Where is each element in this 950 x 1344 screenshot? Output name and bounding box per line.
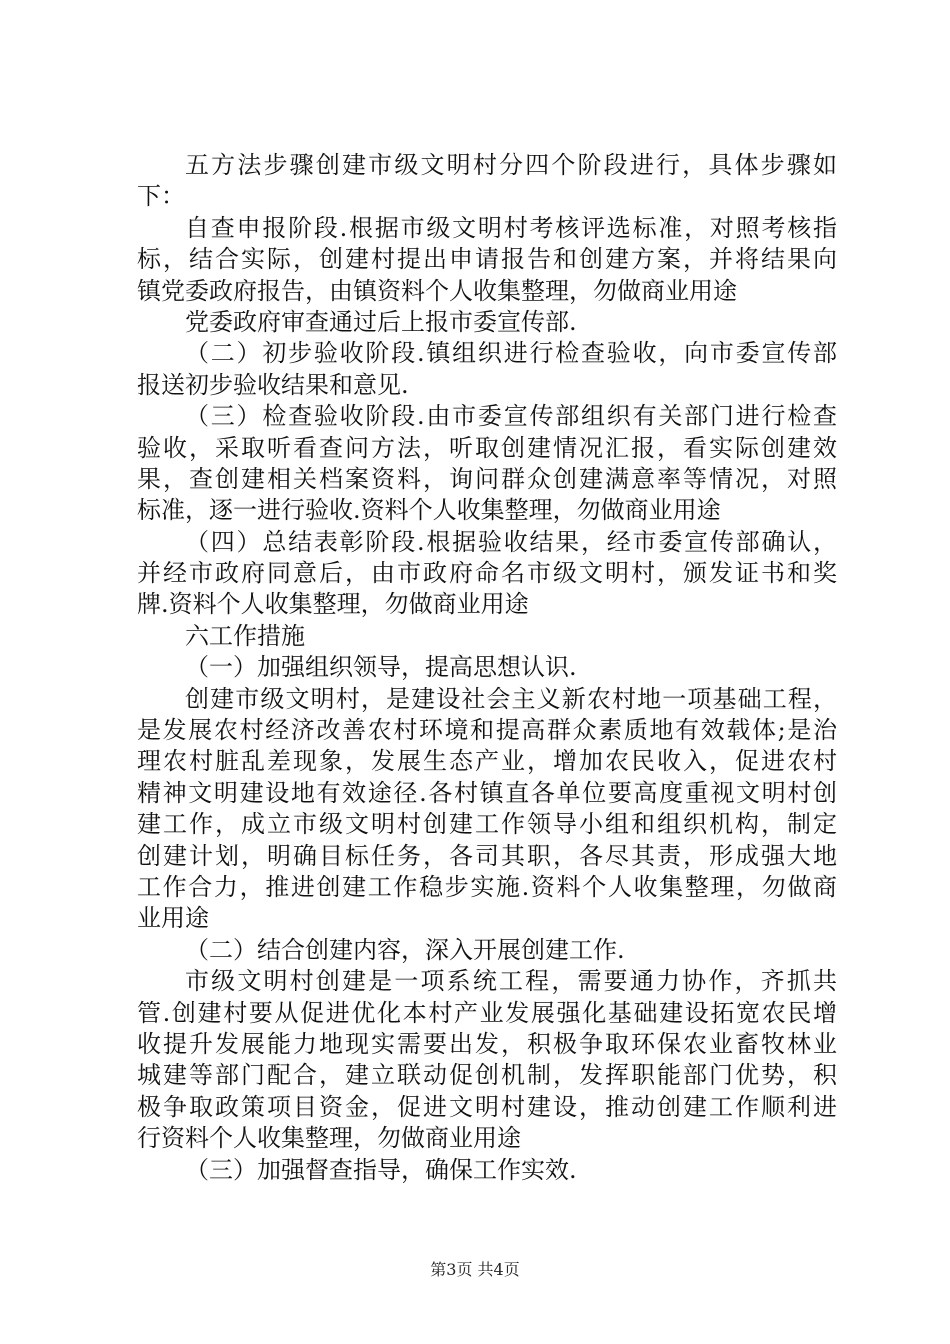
text-line: 建工作，成立市级文明村创建工作领导小组和组织机构，制定 — [137, 810, 837, 839]
text-line: （二）初步验收阶段.镇组织进行检查验收，向市委宣传部 — [185, 339, 837, 368]
text-line: 党委政府审查通过后上报市委宣传部. — [185, 307, 577, 336]
section-heading: 六工作措施 — [185, 621, 305, 650]
text-line: 创建市级文明村，是建设社会主义新农村地一项基础工程， — [185, 684, 837, 713]
text-line: 精神文明建设地有效途径.各村镇直各单位要高度重视文明村创 — [137, 778, 837, 807]
text-line: 并经市政府同意后，由市政府命名市级文明村，颁发证书和奖 — [137, 559, 837, 588]
text-line: 标准，逐一进行验收.资料个人收集整理，勿做商业用途 — [137, 496, 721, 525]
text-line: 果，查创建相关档案资料，询问群众创建满意率等情况，对照 — [137, 464, 837, 493]
text-line: 极争取政策项目资金，促进文明村建设，推动创建工作顺利进 — [137, 1092, 837, 1121]
text-line: 创建计划，明确目标任务，各司其职，各尽其责，形成强大地 — [137, 841, 837, 870]
text-line: 行资料个人收集整理，勿做商业用途 — [137, 1124, 521, 1153]
subsection-heading: （一）加强组织领导，提高思想认识. — [185, 653, 577, 682]
text-line: 镇党委政府报告，由镇资料个人收集整理，勿做商业用途 — [137, 276, 737, 305]
text-line: 业用途 — [137, 904, 209, 933]
subsection-heading: （二）结合创建内容，深入开展创建工作. — [185, 935, 625, 964]
text-line: 理农村脏乱差现象，发展生态产业，增加农民收入，促进农村 — [137, 747, 837, 776]
text-line: 验收，采取听看查问方法，听取创建情况汇报，看实际创建效 — [137, 433, 837, 462]
text-line: 报送初步验收结果和意见. — [137, 370, 409, 399]
text-line: 自查申报阶段.根据市级文明村考核评选标准，对照考核指 — [185, 213, 837, 242]
text-line: 城建等部门配合，建立联动促创机制，发挥职能部门优势，积 — [137, 1061, 837, 1090]
text-line: 工作合力，推进创建工作稳步实施.资料个人收集整理，勿做商 — [137, 872, 837, 901]
text-line: 是发展农村经济改善农村环境和提高群众素质地有效载体;是治 — [137, 716, 837, 745]
text-line: 下： — [137, 182, 185, 211]
text-line: 收提升发展能力地现实需要出发，积极争取环保农业畜牧林业 — [137, 1029, 837, 1058]
text-line: 五方法步骤创建市级文明村分四个阶段进行，具体步骤如 — [185, 151, 837, 179]
page-number-footer: 第3页 共4页 — [430, 1260, 520, 1279]
document-body — [137, 150, 837, 1186]
subsection-heading: （三）加强督查指导，确保工作实效. — [185, 1155, 577, 1184]
text-line: 管.创建村要从促进优化本村产业发展强化基础建设拓宽农民增 — [137, 998, 837, 1027]
text-line: 标，结合实际，创建村提出申请报告和创建方案，并将结果向 — [137, 245, 837, 274]
text-line: 牌.资料个人收集整理，勿做商业用途 — [137, 590, 529, 619]
text-line: 市级文明村创建是一项系统工程，需要通力协作，齐抓共 — [185, 967, 837, 996]
text-line: （四）总结表彰阶段.根据验收结果，经市委宣传部确认， — [185, 527, 837, 556]
text-line: （三）检查验收阶段.由市委宣传部组织有关部门进行检查 — [185, 402, 837, 431]
